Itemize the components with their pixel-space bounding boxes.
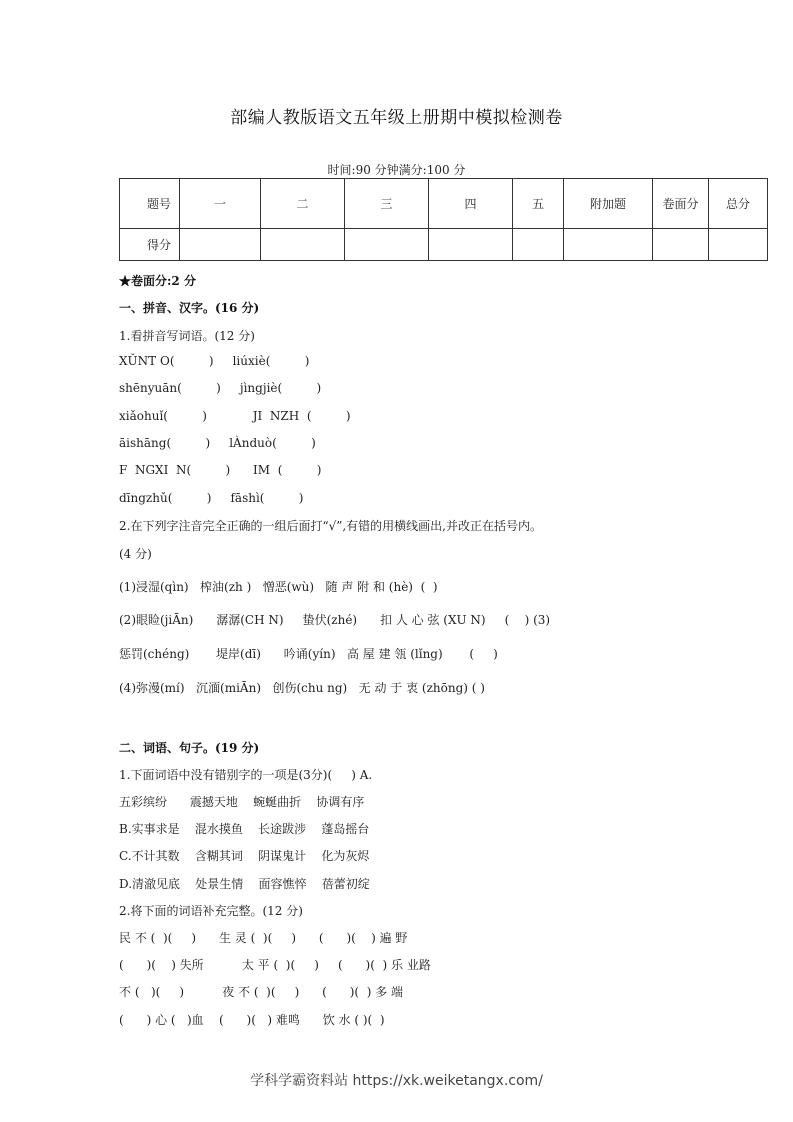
question-line: 2.在下列字注音完全正确的一组后面打“√”,有错的用横线画出,并改正在括号内。	[119, 519, 542, 533]
question-line: dīngzhǔ( ) fāshì( )	[119, 491, 304, 505]
neatness-score-note: ★卷面分:2 分	[119, 274, 196, 288]
score-table-header-row	[120, 179, 768, 229]
score-cell[interactable]	[429, 229, 513, 261]
header-cell: 题号	[120, 179, 180, 229]
score-cell[interactable]	[180, 229, 261, 261]
header-cell: 附加题	[564, 179, 653, 229]
score-table	[119, 178, 768, 261]
footer-watermark: 学科学霸资料站 https://xk.weiketangx.com/	[250, 1073, 543, 1089]
page-title: 部编人教版语文五年级上册期中模拟检测卷	[230, 108, 563, 128]
question-line: C.不计其数 含糊其词 阴谋鬼计 化为灰烬	[119, 849, 370, 863]
score-cell[interactable]	[709, 229, 768, 261]
score-cell[interactable]	[261, 229, 345, 261]
question-line: 不 ( )( ) 夜 不 ( )( ) ( )( ) 多 端	[119, 985, 404, 999]
score-cell[interactable]	[345, 229, 429, 261]
section-heading: 一、拼音、汉字。(16 分)	[119, 301, 260, 315]
row-label-cell: 得分	[120, 229, 180, 261]
question-line: (4)弥漫(mí) 沉湎(miĀn) 创伤(chu ng) 无 动 于 衷 (zhōng) ( )	[119, 681, 485, 695]
question-line: D.清澈见底 处景生情 面容憔悴 蓓蕾初绽	[119, 877, 370, 891]
header-cell: 三	[345, 179, 429, 229]
header-cell: 五	[513, 179, 564, 229]
score-cell[interactable]	[513, 229, 564, 261]
question-line: 1.下面词语中没有错别字的一项是(3分)( ) A.	[119, 768, 373, 782]
question-line: (1)浸湿(qìn) 榨油(zh ) 憎恶(wù) 随 声 附 和 (hè) ( )	[119, 580, 438, 594]
section-heading: 二、词语、句子。(19 分)	[119, 741, 260, 755]
question-line: xiǎohuǐ( ) JI NZH ( )	[119, 409, 351, 423]
header-cell: 卷面分	[653, 179, 709, 229]
header-cell: 四	[429, 179, 513, 229]
question-line: ( ) 心 ( )血 ( )( ) 难鸣 饮 水 ( )( )	[119, 1013, 385, 1027]
header-cell: 总分	[709, 179, 768, 229]
question-line: 五彩缤纷 震撼天地 蜿蜒曲折 协调有序	[119, 795, 365, 809]
question-line: F NGXI N( ) IM ( )	[119, 463, 322, 477]
question-line: (2)眼睑(jiĀn) 潺潺(CH N) 蛰伏(zhé) 扣 人 心 弦 (XU N) ( ) (3)	[119, 613, 551, 627]
question-line: ( )( ) 失所 太 平 ( )( ) ( )( ) 乐 业路	[119, 958, 431, 972]
question-line: 民 不 ( )( ) 生 灵 ( )( ) ( )( ) 遍 野	[119, 931, 408, 945]
question-line: (4 分)	[119, 547, 152, 561]
score-cell[interactable]	[564, 229, 653, 261]
score-cell[interactable]	[653, 229, 709, 261]
exam-time-score: 时间:90 分钟满分:100 分	[327, 163, 466, 177]
question-line: 1.看拼音写词语。(12 分)	[119, 329, 255, 343]
question-line: B.实事求是 混水摸鱼 长途跋涉 蓬岛摇台	[119, 822, 370, 836]
score-table-score-row	[120, 229, 768, 261]
question-line: āishāng( ) lÀnduò( )	[119, 436, 316, 450]
question-line: 惩罚(chéng) 堤岸(dī) 吟诵(yín) 高 屋 建 瓴 (lǐng) ( )	[119, 647, 498, 661]
header-cell: 二	[261, 179, 345, 229]
question-line: 2.将下面的词语补充完整。(12 分)	[119, 904, 303, 918]
question-line: shēnyuān( ) jìngjiè( )	[119, 381, 322, 395]
question-line: XǓNT O( ) liúxiè( )	[119, 354, 310, 368]
header-cell: 一	[180, 179, 261, 229]
